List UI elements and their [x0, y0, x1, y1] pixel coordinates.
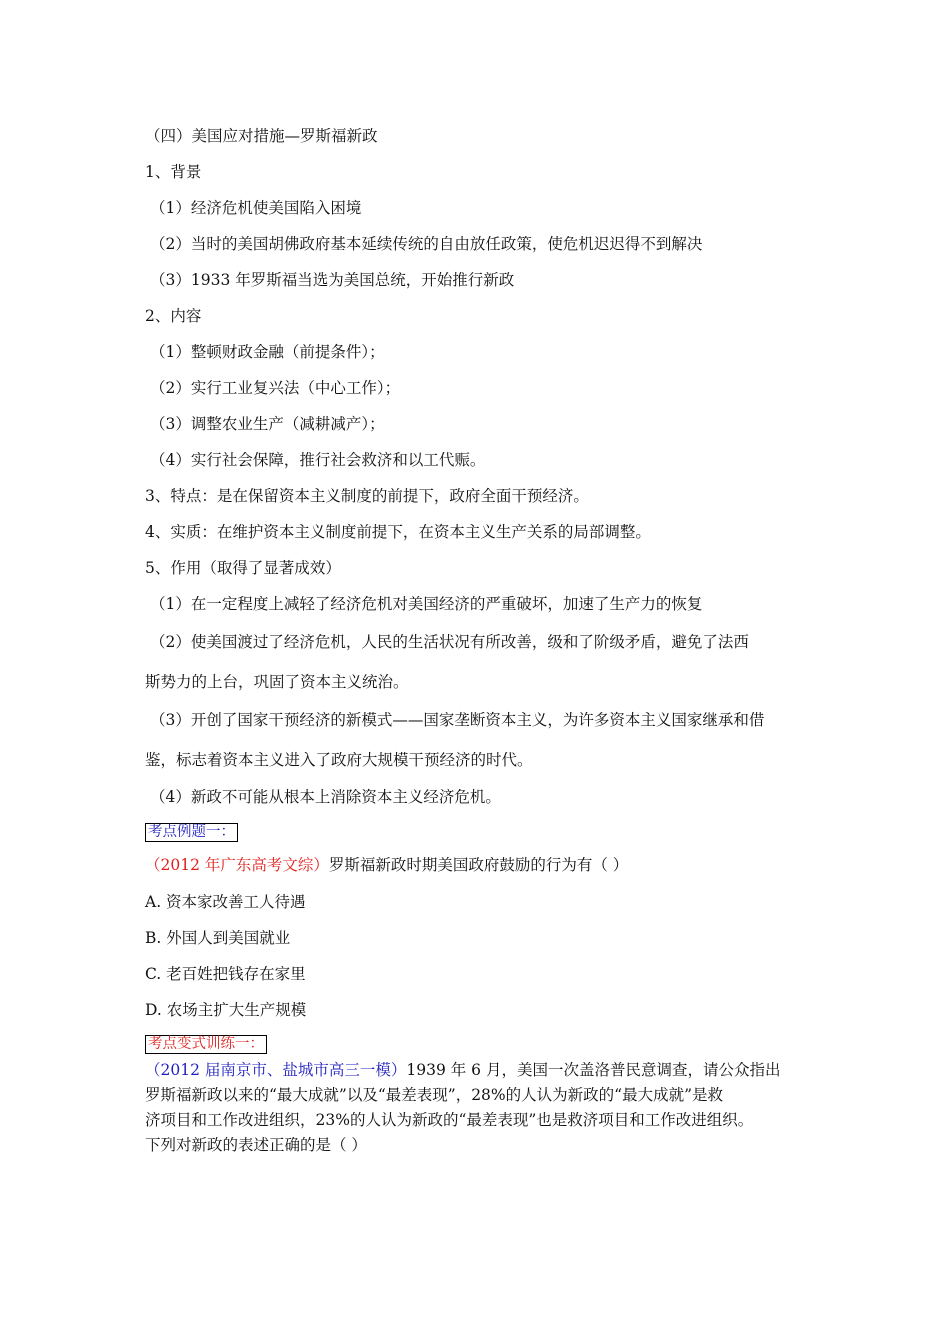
example-option-d: D. 农场主扩大生产规模	[145, 1001, 307, 1019]
content-title: 2、内容	[145, 307, 202, 325]
effect-item-3-cont: 鉴，标志着资本主义进入了政府大规模干预经济的时代。	[145, 751, 533, 769]
content-item-4: （4）实行社会保障，推行社会救济和以工代赈。	[150, 451, 486, 469]
section-heading: （四）美国应对措施—罗斯福新政	[145, 127, 378, 145]
training-tag-row	[145, 1033, 267, 1054]
example-question: 罗斯福新政时期美国政府鼓励的行为有（ ）	[328, 856, 629, 874]
effect-item-3: （3）开创了国家干预经济的新模式——国家垄断资本主义，为许多资本主义国家继承和借	[150, 711, 765, 729]
effect-title: 5、作用（取得了显著成效）	[145, 559, 341, 577]
training-source: （2012 届南京市、盐城市高三一模）	[145, 1061, 407, 1079]
training-line-2: 罗斯福新政以来的“最大成就”以及“最差表现”，28%的人认为新政的“最大成就”是救	[145, 1086, 723, 1104]
training-tag: 考点变式训练一：	[145, 1035, 267, 1054]
example-option-c: C. 老百姓把钱存在家里	[145, 965, 306, 983]
example-source: （2012 年广东高考文综）	[145, 856, 329, 874]
background-item-2: （2）当时的美国胡佛政府基本延续传统的自由放任政策，使危机迟迟得不到解决	[150, 235, 703, 253]
example-tag-row	[145, 821, 238, 842]
example-question-row	[145, 855, 628, 875]
effect-item-4: （4）新政不可能从根本上消除资本主义经济危机。	[150, 788, 501, 806]
background-title: 1、背景	[145, 163, 202, 181]
essence-text: 4、实质：在维护资本主义制度前提下，在资本主义生产关系的局部调整。	[145, 523, 651, 541]
example-option-b: B. 外国人到美国就业	[145, 929, 291, 947]
content-item-1: （1）整顿财政金融（前提条件）；	[150, 343, 385, 361]
training-paragraph	[145, 1058, 810, 1158]
effect-item-1: （1）在一定程度上减轻了经济危机对美国经济的严重破坏，加速了生产力的恢复	[150, 595, 703, 613]
background-item-3: （3）1933 年罗斯福当选为美国总统，开始推行新政	[150, 271, 515, 289]
training-line-1-text: 1939 年 6 月，美国一次盖洛普民意调查，请公众指出	[406, 1061, 781, 1079]
training-line-3: 济项目和工作改进组织，23%的人认为新政的“最差表现”也是救济项目和工作改进组织。	[145, 1111, 754, 1129]
feature-text: 3、特点：是在保留资本主义制度的前提下，政府全面干预经济。	[145, 487, 589, 505]
example-option-a: A. 资本家改善工人待遇	[145, 893, 306, 911]
background-item-1: （1）经济危机使美国陷入困境	[150, 199, 362, 217]
content-item-3: （3）调整农业生产（减耕减产）；	[150, 415, 385, 433]
training-line-4: 下列对新政的表述正确的是（ ）	[145, 1136, 367, 1154]
content-item-2: （2）实行工业复兴法（中心工作）；	[150, 379, 401, 397]
effect-item-2-cont: 斯势力的上台，巩固了资本主义统治。	[145, 673, 409, 691]
example-tag: 考点例题一：	[145, 823, 238, 842]
effect-item-2: （2）使美国渡过了经济危机，人民的生活状况有所改善，级和了阶级矛盾，避免了法西	[150, 633, 749, 651]
training-line-1	[145, 1058, 810, 1083]
